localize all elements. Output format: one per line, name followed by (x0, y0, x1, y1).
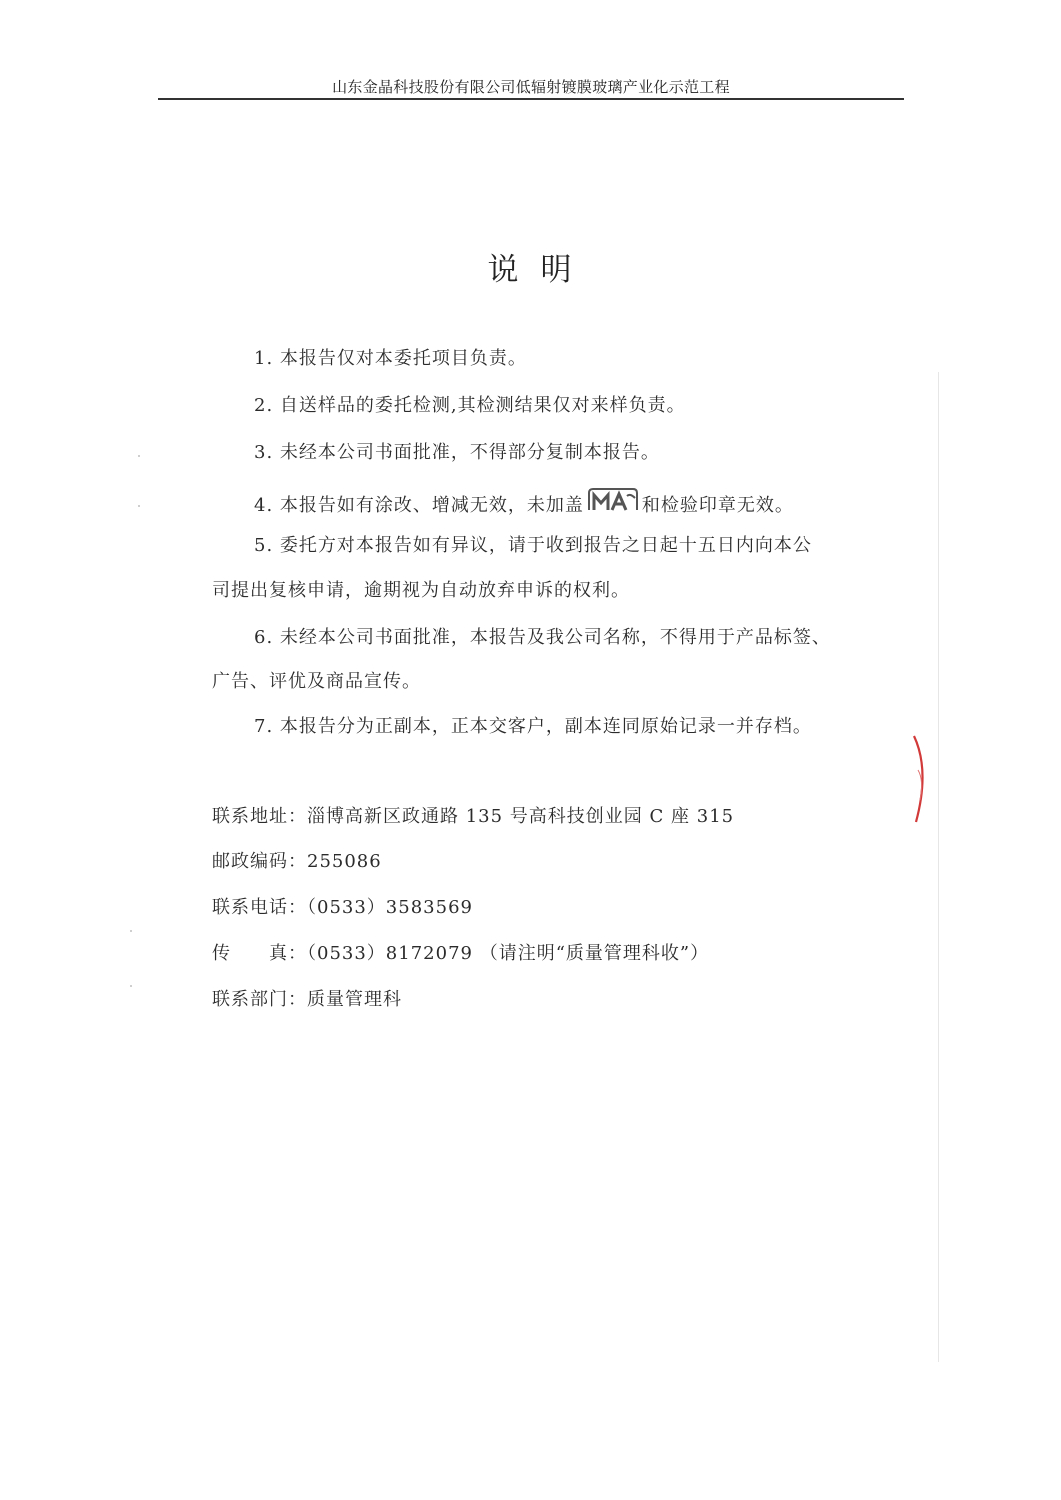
postcode-label: 邮政编码： (212, 851, 307, 872)
fax-value: （0533）8172079 （请注明“质量管理科收”） (307, 943, 710, 964)
item-5-line-1: 5. 委托方对本报告如有异议，请于收到报告之日起十五日内向本公 (254, 535, 812, 556)
contact-department (212, 985, 402, 1011)
page-title: 说明 (487, 252, 594, 288)
item-6-line-1: 6. 未经本公司书面批准，本报告及我公司名称，不得用于产品标签、 (254, 627, 831, 648)
scan-speck (130, 930, 132, 932)
department-value: 质量管理科 (307, 989, 402, 1010)
address-value: 淄博高新区政通路 135 号高科技创业园 C 座 315 (307, 806, 735, 827)
item-4 (212, 486, 904, 517)
department-label: 联系部门： (212, 989, 307, 1010)
header-title: 山东金晶科技股份有限公司低辐射镀膜玻璃产业化示范工程 (332, 78, 730, 96)
scan-speck (138, 505, 140, 507)
fax-label: 传 真： (212, 943, 307, 964)
item-4-text-post: 和检验印章无效。 (641, 495, 794, 516)
phone-value: （0533）3583569 (307, 897, 473, 918)
contact-address (212, 802, 734, 828)
item-2: 2. 自送样品的委托检测,其检测结果仅对来样负责。 (254, 395, 686, 416)
phone-label: 联系电话： (212, 897, 307, 918)
item-3: 3. 未经本公司书面批准，不得部分复制本报告。 (254, 442, 660, 463)
contact-fax (212, 939, 709, 965)
item-6-line-2: 广告、评优及商品宣传。 (212, 671, 421, 692)
item-7: 7. 本报告分为正副本，正本交客户，副本连同原始记录一并存档。 (254, 716, 812, 737)
item-1: 1. 本报告仅对本委托项目负责。 (254, 348, 527, 369)
contact-phone (212, 893, 473, 919)
red-seal-edge-icon (904, 730, 934, 834)
item-5-line-2: 司提出复核申请，逾期视为自动放弃申诉的权利。 (212, 580, 630, 601)
cma-stamp-icon (586, 486, 640, 514)
page-edge-line (938, 372, 939, 1362)
scan-speck (138, 455, 140, 457)
postcode-value: 255086 (307, 851, 382, 872)
header-rule (158, 98, 904, 100)
scan-speck (130, 985, 132, 987)
item-4-text-pre: 4. 本报告如有涂改、增减无效，未加盖 (254, 495, 584, 516)
contact-postcode (212, 847, 382, 873)
address-label: 联系地址： (212, 806, 307, 827)
